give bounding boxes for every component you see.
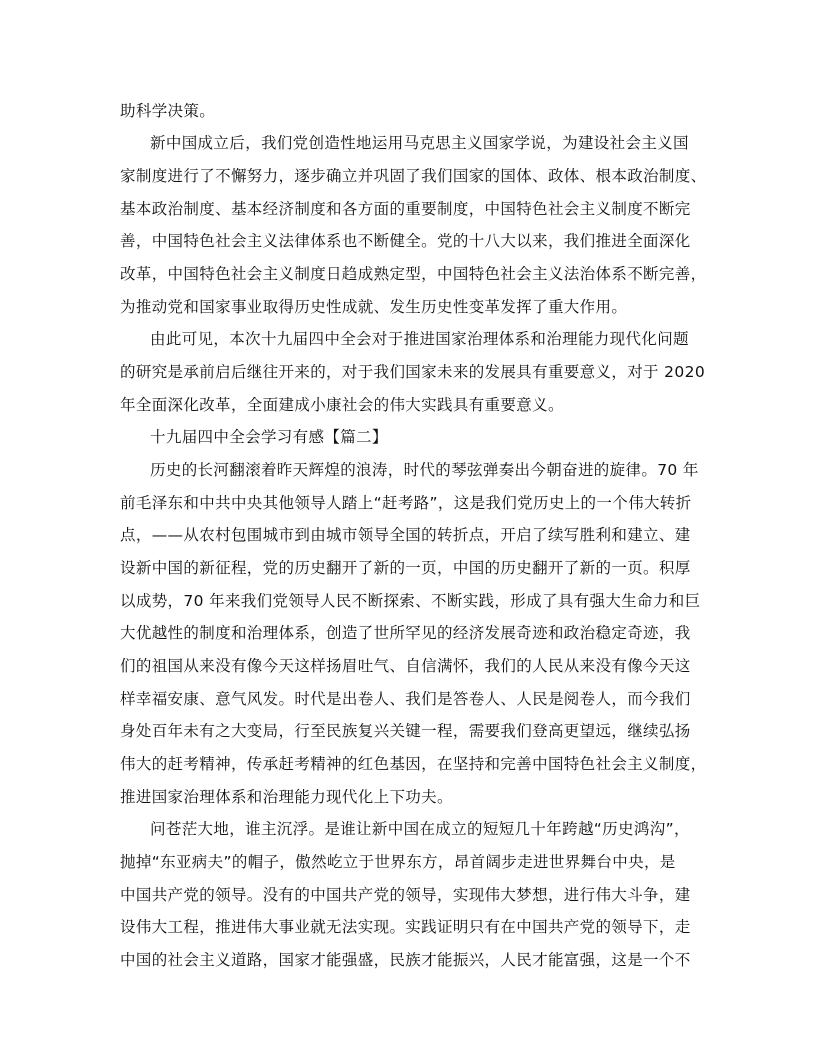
- section-heading: 十九届四中全会学习有感【篇二】: [150, 428, 388, 446]
- text-line: 为推动党和国家事业取得历史性成就、发生历史性变革发挥了重大作用。: [120, 298, 628, 316]
- text-line: 的研究是承前启后继往开来的，对于我们国家未来的发展具有重要意义，对于 2020: [120, 363, 706, 381]
- paragraph-first-line: 由此可见，本次十九届四中全会对于推进国家治理体系和治理能力现代化问题: [150, 330, 689, 348]
- paragraph-first-line: 新中国成立后，我们党创造性地运用马克思主义国家学说，为建设社会主义国: [150, 134, 689, 152]
- text-line: 样幸福安康、意气风发。时代是出卷人、我们是答卷人、人民是阅卷人，而今我们: [120, 690, 691, 708]
- text-line: 基本政治制度、基本经济制度和各方面的重要制度，中国特色社会主义制度不断完: [120, 200, 691, 218]
- text-line: 大优越性的制度和治理体系，创造了世所罕见的经济发展奇迹和政治稳定奇迹，我: [120, 624, 691, 642]
- text-line: 们的祖国从来没有像今天这样扬眉吐气、自信满怀，我们的人民从来没有像今天这: [120, 657, 691, 675]
- text-line: 助科学决策。: [120, 102, 216, 120]
- text-line: 改革，中国特色社会主义制度日趋成熟定型，中国特色社会主义法治体系不断完善，: [120, 265, 707, 283]
- text-line: 伟大的赶考精神，传承赶考精神的红色基因，在坚持和完善中国特色社会主义制度，: [120, 755, 707, 773]
- text-line: 中国的社会主义道路，国家才能强盛，民族才能振兴，人民才能富强，这是一个不: [120, 951, 691, 969]
- text-line: 中国共产党的领导。没有的中国共产党的领导，实现伟大梦想，进行伟大斗争，建: [120, 886, 691, 904]
- text-line: 家制度进行了不懈努力，逐步确立并巩固了我们国家的国体、政体、根本政治制度、: [120, 167, 707, 185]
- text-line: 身处百年未有之大变局，行至民族复兴关键一程，需要我们登高更望远，继续弘扬: [120, 722, 691, 740]
- text-line: 推进国家治理体系和治理能力现代化上下功夫。: [120, 788, 453, 806]
- text-line: 前毛泽东和中共中央其他领导人踏上“赶考路”，这是我们党历史上的一个伟大转折: [120, 494, 692, 512]
- paragraph-first-line: 问苍茫大地，谁主沉浮。是谁让新中国在成立的短短几十年跨越“历史鸿沟”，: [150, 820, 690, 838]
- text-line: 以成势，70 年来我们党领导人民不断探索、不断实践，形成了具有强大生命力和巨: [120, 592, 701, 610]
- text-line: 点，——从农村包围城市到由城市领导全国的转折点，开启了续写胜利和建立、建: [120, 526, 691, 544]
- text-line: 年全面深化改革，全面建成小康社会的伟大实践具有重要意义。: [120, 396, 564, 414]
- text-line: 善，中国特色社会主义法律体系也不断健全。党的十八大以来，我们推进全面深化: [120, 232, 691, 250]
- text-line: 设伟大工程，推进伟大事业就无法实现。实践证明只有在中国共产党的领导下，走: [120, 918, 691, 936]
- text-line: 抛掉“东亚病夫”的帽子，傲然屹立于世界东方，昂首阔步走进世界舞台中央，是: [120, 853, 676, 871]
- paragraph-first-line: 历史的长河翻滚着昨天辉煌的浪涛，时代的琴弦弹奏出今朝奋进的旋律。70 年: [150, 461, 699, 479]
- text-line: 设新中国的新征程，党的历史翻开了新的一页，中国的历史翻开了新的一页。积厚: [120, 559, 691, 577]
